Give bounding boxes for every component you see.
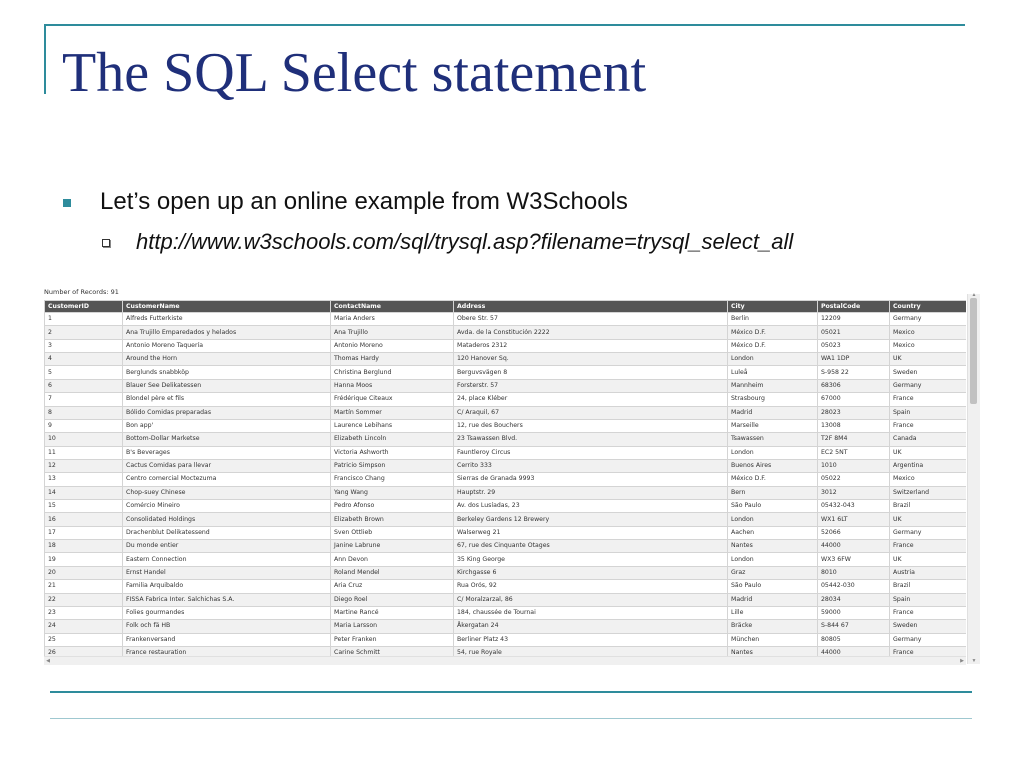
result-table: [44, 300, 966, 656]
table-row: [45, 473, 967, 486]
table-cell: 13008: [818, 419, 890, 432]
table-row: [45, 486, 967, 499]
table-cell: 44000: [818, 646, 890, 656]
table-cell: 05442-030: [818, 580, 890, 593]
table-cell: 8: [45, 406, 123, 419]
table-cell: Mexico: [890, 326, 967, 339]
table-cell: Spain: [890, 593, 967, 606]
table-cell: São Paulo: [728, 500, 818, 513]
table-cell: Aria Cruz: [331, 580, 454, 593]
table-cell: 3012: [818, 486, 890, 499]
table-cell: 11: [45, 446, 123, 459]
table-cell: München: [728, 633, 818, 646]
table-cell: 05432-043: [818, 500, 890, 513]
table-cell: 120 Hanover Sq.: [454, 353, 728, 366]
table-cell: Martín Sommer: [331, 406, 454, 419]
table-cell: Maria Larsson: [331, 620, 454, 633]
table-cell: Luleå: [728, 366, 818, 379]
table-row: [45, 419, 967, 432]
table-cell: Bern: [728, 486, 818, 499]
scroll-down-arrow-icon[interactable]: ▼: [971, 658, 977, 664]
table-cell: Switzerland: [890, 486, 967, 499]
result-table-viewport: [44, 300, 966, 656]
records-count: Number of Records: 91: [44, 288, 119, 296]
table-cell: Yang Wang: [331, 486, 454, 499]
table-cell: UK: [890, 446, 967, 459]
table-cell: Mataderos 2312: [454, 339, 728, 352]
table-cell: Chop-suey Chinese: [123, 486, 331, 499]
table-cell: 13: [45, 473, 123, 486]
table-cell: France: [890, 540, 967, 553]
table-cell: 16: [45, 513, 123, 526]
table-cell: Patricio Simpson: [331, 459, 454, 472]
table-cell: Mexico: [890, 339, 967, 352]
table-cell: 12209: [818, 313, 890, 326]
table-body: [45, 313, 967, 657]
table-cell: Bottom-Dollar Marketse: [123, 433, 331, 446]
table-cell: Berliner Platz 43: [454, 633, 728, 646]
table-cell: France: [890, 419, 967, 432]
table-cell: Around the Horn: [123, 353, 331, 366]
table-cell: Consolidated Holdings: [123, 513, 331, 526]
table-cell: Thomas Hardy: [331, 353, 454, 366]
table-cell: C/ Araquil, 67: [454, 406, 728, 419]
table-cell: 67, rue des Cinquante Otages: [454, 540, 728, 553]
table-row: [45, 393, 967, 406]
table-cell: Mannheim: [728, 379, 818, 392]
table-cell: Antonio Moreno Taquería: [123, 339, 331, 352]
table-row: [45, 459, 967, 472]
column-header: City: [728, 301, 818, 313]
table-cell: Ana Trujillo Emparedados y helados: [123, 326, 331, 339]
table-cell: Germany: [890, 526, 967, 539]
table-cell: 54, rue Royale: [454, 646, 728, 656]
table-cell: Comércio Mineiro: [123, 500, 331, 513]
table-cell: México D.F.: [728, 326, 818, 339]
table-cell: Pedro Afonso: [331, 500, 454, 513]
table-cell: 22: [45, 593, 123, 606]
column-header: PostalCode: [818, 301, 890, 313]
filled-square-icon: [63, 199, 71, 207]
table-cell: Austria: [890, 566, 967, 579]
table-cell: Aachen: [728, 526, 818, 539]
table-cell: Marseille: [728, 419, 818, 432]
table-cell: 1: [45, 313, 123, 326]
column-header: Address: [454, 301, 728, 313]
table-cell: Strasbourg: [728, 393, 818, 406]
table-cell: Francisco Chang: [331, 473, 454, 486]
table-cell: 59000: [818, 606, 890, 619]
table-cell: T2F 8M4: [818, 433, 890, 446]
table-row: [45, 353, 967, 366]
table-cell: London: [728, 553, 818, 566]
table-cell: Fauntleroy Circus: [454, 446, 728, 459]
table-row: [45, 339, 967, 352]
table-cell: London: [728, 446, 818, 459]
table-row: [45, 313, 967, 326]
table-row: [45, 513, 967, 526]
table-cell: Diego Roel: [331, 593, 454, 606]
table-cell: Brazil: [890, 500, 967, 513]
scroll-left-arrow-icon[interactable]: ◀: [46, 658, 50, 664]
table-cell: 28023: [818, 406, 890, 419]
table-cell: Cerrito 333: [454, 459, 728, 472]
table-cell: 05023: [818, 339, 890, 352]
table-cell: Åkergatan 24: [454, 620, 728, 633]
table-cell: São Paulo: [728, 580, 818, 593]
table-row: [45, 406, 967, 419]
table-cell: Victoria Ashworth: [331, 446, 454, 459]
table-cell: Laurence Lebihans: [331, 419, 454, 432]
table-row: [45, 646, 967, 656]
table-cell: 21: [45, 580, 123, 593]
table-cell: Mexico: [890, 473, 967, 486]
table-cell: Kirchgasse 6: [454, 566, 728, 579]
column-header: ContactName: [331, 301, 454, 313]
table-cell: S-844 67: [818, 620, 890, 633]
vertical-scrollbar[interactable]: [967, 294, 980, 664]
table-cell: Germany: [890, 633, 967, 646]
table-cell: 26: [45, 646, 123, 656]
table-row: [45, 526, 967, 539]
table-cell: 10: [45, 433, 123, 446]
table-row: [45, 553, 967, 566]
table-cell: Walserweg 21: [454, 526, 728, 539]
bottom-accent-rule: [50, 691, 972, 693]
table-cell: Nantes: [728, 540, 818, 553]
table-cell: Forsterstr. 57: [454, 379, 728, 392]
table-cell: Berglunds snabbköp: [123, 366, 331, 379]
table-cell: Graz: [728, 566, 818, 579]
table-cell: Germany: [890, 379, 967, 392]
table-cell: 4: [45, 353, 123, 366]
table-cell: 05022: [818, 473, 890, 486]
left-accent-rule: [44, 24, 46, 94]
table-cell: 8010: [818, 566, 890, 579]
table-cell: Rua Orós, 92: [454, 580, 728, 593]
table-cell: 67000: [818, 393, 890, 406]
table-cell: Blondel père et fils: [123, 393, 331, 406]
table-cell: Elizabeth Lincoln: [331, 433, 454, 446]
table-cell: 35 King George: [454, 553, 728, 566]
table-cell: London: [728, 513, 818, 526]
table-cell: Eastern Connection: [123, 553, 331, 566]
table-cell: Sweden: [890, 620, 967, 633]
table-cell: Bon app': [123, 419, 331, 432]
table-cell: Bräcke: [728, 620, 818, 633]
table-cell: Roland Mendel: [331, 566, 454, 579]
w3schools-result-screenshot: [42, 284, 980, 666]
table-row: [45, 446, 967, 459]
table-row: [45, 620, 967, 633]
table-cell: EC2 5NT: [818, 446, 890, 459]
table-cell: Familia Arquibaldo: [123, 580, 331, 593]
table-cell: France: [890, 606, 967, 619]
table-cell: UK: [890, 513, 967, 526]
table-cell: 24, place Kléber: [454, 393, 728, 406]
table-cell: Buenos Aires: [728, 459, 818, 472]
table-cell: 25: [45, 633, 123, 646]
table-cell: Centro comercial Moctezuma: [123, 473, 331, 486]
top-accent-rule: [44, 24, 965, 26]
table-cell: 15: [45, 500, 123, 513]
table-cell: WX3 6FW: [818, 553, 890, 566]
table-row: [45, 326, 967, 339]
table-cell: Bólido Comidas preparadas: [123, 406, 331, 419]
table-cell: 184, chaussée de Tournai: [454, 606, 728, 619]
table-row: [45, 433, 967, 446]
column-header: CustomerID: [45, 301, 123, 313]
table-cell: Elizabeth Brown: [331, 513, 454, 526]
table-cell: 9: [45, 419, 123, 432]
table-cell: Antonio Moreno: [331, 339, 454, 352]
table-cell: Alfreds Futterkiste: [123, 313, 331, 326]
table-cell: Canada: [890, 433, 967, 446]
table-cell: UK: [890, 553, 967, 566]
table-cell: Peter Franken: [331, 633, 454, 646]
table-cell: Folies gourmandes: [123, 606, 331, 619]
table-cell: Madrid: [728, 593, 818, 606]
table-cell: 6: [45, 379, 123, 392]
table-cell: France restauration: [123, 646, 331, 656]
table-cell: S-958 22: [818, 366, 890, 379]
table-cell: London: [728, 353, 818, 366]
table-cell: 12: [45, 459, 123, 472]
table-cell: 12, rue des Bouchers: [454, 419, 728, 432]
table-row: [45, 633, 967, 646]
column-header: Country: [890, 301, 967, 313]
table-cell: Ann Devon: [331, 553, 454, 566]
table-cell: 17: [45, 526, 123, 539]
bullet-marker-level-1: [63, 186, 71, 220]
table-cell: Du monde entier: [123, 540, 331, 553]
table-cell: B's Beverages: [123, 446, 331, 459]
table-cell: Folk och fä HB: [123, 620, 331, 633]
table-cell: 1010: [818, 459, 890, 472]
table-cell: Argentina: [890, 459, 967, 472]
horizontal-scrollbar[interactable]: [44, 656, 966, 665]
table-cell: 80805: [818, 633, 890, 646]
table-cell: Brazil: [890, 580, 967, 593]
table-cell: 52066: [818, 526, 890, 539]
table-cell: Obere Str. 57: [454, 313, 728, 326]
hollow-square-icon: [102, 239, 110, 247]
table-cell: Spain: [890, 406, 967, 419]
table-row: [45, 366, 967, 379]
bullet-text-level-1: Let’s open up an online example from W3Schools: [100, 188, 628, 215]
scroll-right-arrow-icon[interactable]: ▶: [960, 658, 964, 664]
table-cell: Janine Labrune: [331, 540, 454, 553]
table-cell: 23 Tsawassen Blvd.: [454, 433, 728, 446]
table-cell: C/ Moralzarzal, 86: [454, 593, 728, 606]
table-cell: Hauptstr. 29: [454, 486, 728, 499]
scroll-up-arrow-icon[interactable]: ▲: [971, 292, 977, 298]
table-cell: 23: [45, 606, 123, 619]
table-cell: Madrid: [728, 406, 818, 419]
table-row: [45, 379, 967, 392]
table-cell: Berkeley Gardens 12 Brewery: [454, 513, 728, 526]
bottom-thin-rule: [50, 718, 972, 719]
table-cell: 20: [45, 566, 123, 579]
slide-title: The SQL Select statement: [62, 42, 647, 104]
table-cell: Av. dos Lusíadas, 23: [454, 500, 728, 513]
table-cell: México D.F.: [728, 339, 818, 352]
table-cell: Maria Anders: [331, 313, 454, 326]
table-cell: 2: [45, 326, 123, 339]
table-row: [45, 593, 967, 606]
table-cell: UK: [890, 353, 967, 366]
table-cell: 5: [45, 366, 123, 379]
table-cell: 24: [45, 620, 123, 633]
table-cell: Lille: [728, 606, 818, 619]
table-cell: WA1 1DP: [818, 353, 890, 366]
table-cell: Hanna Moos: [331, 379, 454, 392]
table-cell: 44000: [818, 540, 890, 553]
table-cell: Martine Rancé: [331, 606, 454, 619]
table-cell: Ana Trujillo: [331, 326, 454, 339]
table-cell: Cactus Comidas para llevar: [123, 459, 331, 472]
column-header: CustomerName: [123, 301, 331, 313]
table-row: [45, 500, 967, 513]
table-cell: Berguvsvägen 8: [454, 366, 728, 379]
table-row: [45, 540, 967, 553]
table-cell: Frédérique Citeaux: [331, 393, 454, 406]
table-cell: 14: [45, 486, 123, 499]
table-cell: Drachenblut Delikatessend: [123, 526, 331, 539]
table-cell: Sven Ottlieb: [331, 526, 454, 539]
table-cell: 18: [45, 540, 123, 553]
table-row: [45, 580, 967, 593]
bullet-marker-level-2: [102, 234, 110, 252]
table-cell: 19: [45, 553, 123, 566]
vertical-scroll-thumb[interactable]: [970, 298, 977, 404]
table-cell: México D.F.: [728, 473, 818, 486]
table-cell: 3: [45, 339, 123, 352]
table-cell: WX1 6LT: [818, 513, 890, 526]
table-row: [45, 566, 967, 579]
table-cell: Nantes: [728, 646, 818, 656]
bullet-url-link[interactable]: http://www.w3schools.com/sql/trysql.asp?filename=trysql_select_all: [136, 229, 794, 254]
table-cell: 05021: [818, 326, 890, 339]
table-cell: Frankenversand: [123, 633, 331, 646]
table-cell: Avda. de la Constitución 2222: [454, 326, 728, 339]
table-row: [45, 606, 967, 619]
table-cell: France: [890, 393, 967, 406]
table-cell: Tsawassen: [728, 433, 818, 446]
table-header-row: [45, 301, 967, 313]
table-cell: Carine Schmitt: [331, 646, 454, 656]
table-cell: Sweden: [890, 366, 967, 379]
table-cell: 68306: [818, 379, 890, 392]
table-cell: Christina Berglund: [331, 366, 454, 379]
table-cell: France: [890, 646, 967, 656]
table-cell: Germany: [890, 313, 967, 326]
table-cell: Berlin: [728, 313, 818, 326]
table-cell: 28034: [818, 593, 890, 606]
table-cell: 7: [45, 393, 123, 406]
table-cell: FISSA Fabrica Inter. Salchichas S.A.: [123, 593, 331, 606]
table-cell: Ernst Handel: [123, 566, 331, 579]
table-cell: Blauer See Delikatessen: [123, 379, 331, 392]
table-cell: Sierras de Granada 9993: [454, 473, 728, 486]
